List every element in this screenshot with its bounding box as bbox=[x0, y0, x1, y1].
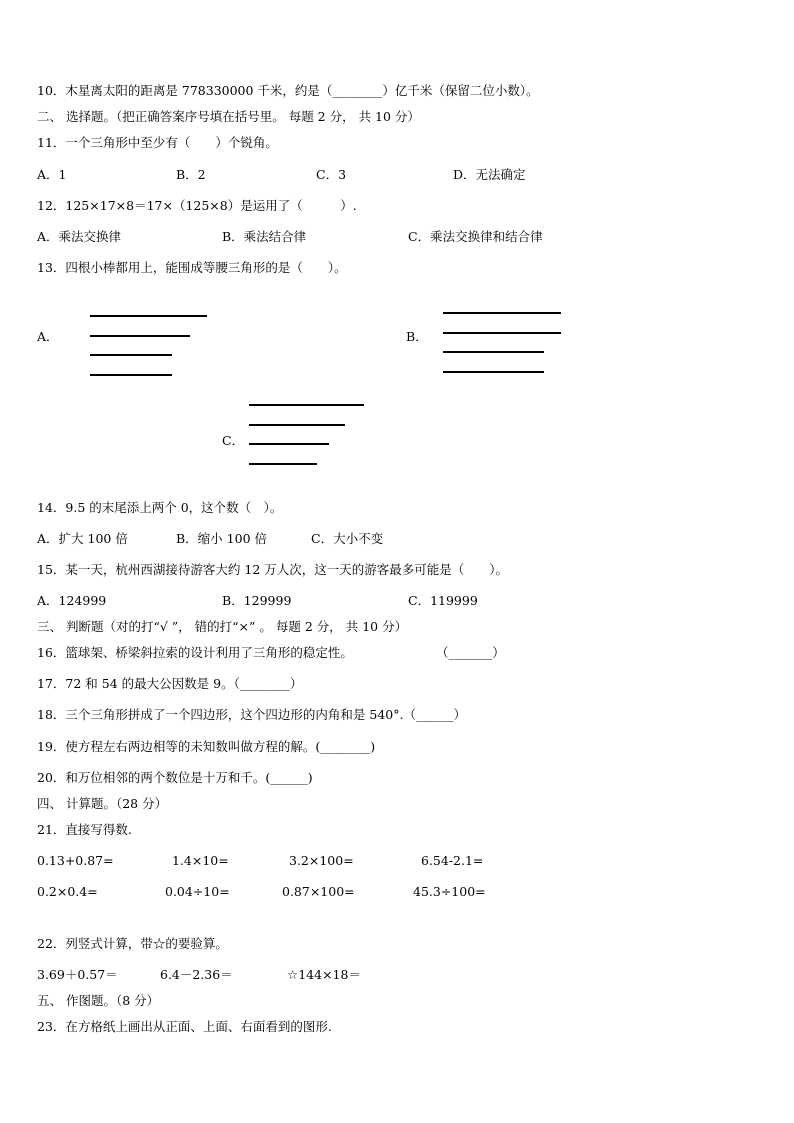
q21-item: 6.54-2.1= bbox=[421, 853, 484, 868]
q14-option-b: B．缩小 100 倍 bbox=[176, 531, 267, 546]
stick bbox=[443, 371, 544, 373]
question-10: 10．木星离太阳的距离是 778330000 千米，约是（________）亿千米（保留二位小数）。 bbox=[37, 83, 539, 98]
q21-item: 1.4×10= bbox=[172, 853, 229, 868]
question-18: 18．三个三角形拼成了一个四边形，这个四边形的内角和是 540°.（______） bbox=[37, 707, 466, 722]
question-13: 13．四根小棒都用上，能围成等腰三角形的是（ ）。 bbox=[37, 260, 347, 275]
q14-option-c: C．大小不变 bbox=[311, 531, 384, 546]
stick bbox=[443, 332, 561, 334]
q21-item: 0.04÷10= bbox=[165, 884, 230, 899]
stick bbox=[90, 374, 172, 376]
q16-answer-blank: （_______） bbox=[436, 645, 505, 660]
q12-option-c: C．乘法交换律和结合律 bbox=[408, 229, 543, 244]
q21-item: 3.2×100= bbox=[289, 853, 354, 868]
q21-item: 0.13+0.87= bbox=[37, 853, 114, 868]
question-15: 15．某一天，杭州西湖接待游客大约 12 万人次，这一天的游客最多可能是（ ）。 bbox=[37, 562, 509, 577]
q11-option-d: D．无法确定 bbox=[453, 167, 526, 182]
stick bbox=[249, 404, 364, 406]
q15-option-a: A．124999 bbox=[37, 593, 107, 608]
q15-option-c: C．119999 bbox=[408, 593, 478, 608]
question-12: 12．125×17×8＝17×（125×8）是运用了（ ）. bbox=[37, 198, 357, 213]
stick bbox=[90, 354, 172, 356]
q22-item: 6.4－2.36＝ bbox=[160, 967, 233, 982]
question-16: 16．篮球架、桥梁斜拉索的设计利用了三角形的稳定性。 bbox=[37, 645, 353, 660]
q14-option-a: A．扩大 100 倍 bbox=[37, 531, 128, 546]
question-19: 19．使方程左右两边相等的未知数叫做方程的解。(________) bbox=[37, 739, 376, 754]
stick bbox=[443, 351, 544, 353]
q11-option-a: A．1 bbox=[37, 167, 67, 182]
q11-option-c: C．3 bbox=[316, 167, 347, 182]
stick bbox=[249, 443, 329, 445]
section-5-heading: 五、 作图题。（8 分） bbox=[37, 993, 160, 1008]
q22-item: ☆144×18＝ bbox=[287, 967, 361, 982]
question-17: 17．72 和 54 的最大公因数是 9。（________） bbox=[37, 676, 303, 691]
question-11: 11．一个三角形中至少有（ ）个锐角。 bbox=[37, 135, 278, 150]
q13-option-a: A． bbox=[37, 329, 59, 344]
stick bbox=[249, 463, 317, 465]
section-4-heading: 四、 计算题。（28 分） bbox=[37, 796, 168, 811]
question-14: 14．9.5 的末尾添上两个 0，这个数（ ）。 bbox=[37, 500, 283, 515]
question-21: 21．直接写得数. bbox=[37, 822, 132, 837]
stick bbox=[90, 335, 190, 337]
section-3-heading: 三、 判断题（对的打“√ ”， 错的打“×” 。 每题 2 分， 共 10 分） bbox=[37, 619, 408, 634]
q13-option-c: C． bbox=[222, 433, 245, 448]
q21-item: 45.3÷100= bbox=[413, 884, 486, 899]
stick bbox=[249, 424, 345, 426]
stick bbox=[90, 315, 207, 317]
question-22: 22．列竖式计算，带☆的要验算。 bbox=[37, 936, 228, 951]
q21-item: 0.2×0.4= bbox=[37, 884, 98, 899]
question-23: 23．在方格纸上画出从正面、上面、右面看到的图形. bbox=[37, 1019, 332, 1034]
q11-option-b: B．2 bbox=[176, 167, 206, 182]
q12-option-a: A．乘法交换律 bbox=[37, 229, 122, 244]
stick bbox=[443, 312, 561, 314]
question-20: 20．和万位相邻的两个数位是十万和千。(______) bbox=[37, 770, 313, 785]
q21-item: 0.87×100= bbox=[282, 884, 355, 899]
q13-option-b: B． bbox=[406, 329, 428, 344]
q15-option-b: B．129999 bbox=[222, 593, 292, 608]
section-2-heading: 二、 选择题。（把正确答案序号填在括号里。 每题 2 分， 共 10 分） bbox=[37, 109, 420, 124]
q12-option-b: B．乘法结合律 bbox=[222, 229, 307, 244]
q22-item: 3.69＋0.57＝ bbox=[37, 967, 118, 982]
